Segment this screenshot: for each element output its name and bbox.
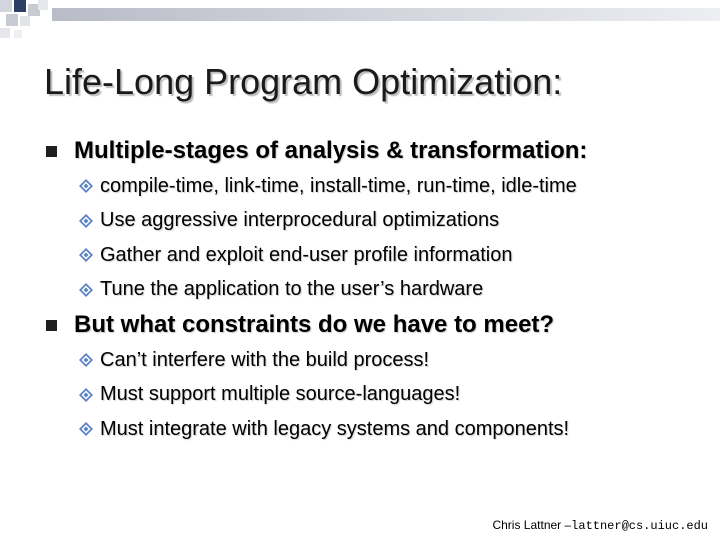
diamond-bullet-icon [78, 247, 94, 263]
diamond-bullet-icon [78, 282, 94, 298]
bullet-level2-text: Can’t interfere with the build process! [100, 348, 430, 371]
diamond-bullet-icon [78, 421, 94, 437]
square-bullet-icon [46, 146, 57, 157]
diamond-bullet-icon [78, 213, 94, 229]
slide-footer [492, 518, 708, 536]
bullet-level1 [46, 310, 554, 340]
bullet-level1-text: But what constraints do we have to meet? [74, 311, 555, 338]
diamond-bullet-icon [78, 387, 94, 403]
bullet-level2-text: Use aggressive interprocedural optimizations [100, 209, 500, 231]
bullet-level2 [78, 207, 499, 235]
bullet-level2 [78, 381, 460, 409]
bullet-level2 [78, 276, 483, 304]
diamond-bullet-icon [78, 178, 94, 194]
bullet-level2 [78, 241, 512, 269]
bullet-level2-text: Tune the application to the user’s hardware [100, 278, 484, 300]
bullet-level2-text: Must integrate with legacy systems and components! [100, 417, 570, 440]
footer-author: Chris Lattner – [492, 518, 572, 532]
bullet-level2-text: Must support multiple source-languages! [100, 383, 461, 405]
square-bullet-icon [46, 320, 57, 331]
header-decoration [0, 0, 720, 50]
bullet-level2 [78, 346, 429, 374]
diamond-bullet-icon [78, 352, 94, 368]
footer-email: lattner@cs.uiuc.edu [571, 519, 708, 533]
bullet-level1-text: Multiple-stages of analysis & transformation: [74, 137, 588, 164]
bullet-level1 [46, 136, 587, 166]
bullet-level2-text: Gather and exploit end-user profile information [100, 243, 513, 266]
bullet-level2-text: compile-time, link-time, install-time, run-time, idle-time [100, 174, 577, 197]
bullet-level2 [78, 415, 569, 443]
bullet-level2 [78, 172, 577, 200]
slide-title: Life-Long Program Optimization: [44, 61, 563, 102]
